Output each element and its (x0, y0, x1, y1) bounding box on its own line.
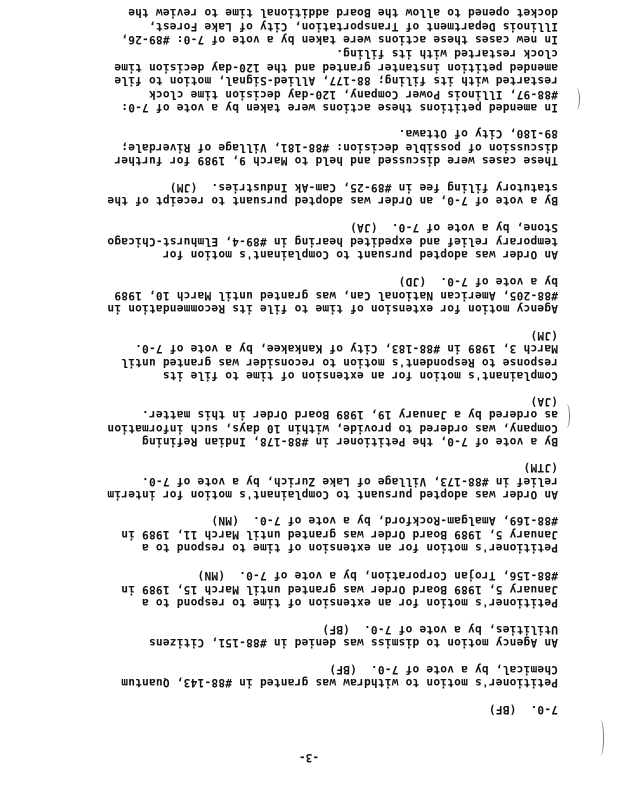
binding-mark (563, 404, 570, 428)
paragraph-city-of-kankakee: Complainant's motion for an extension of time to file its response to Respondent's motion to reconsider was granted until March 3, 1989 in #88-183, City of Kankakee, by a vote of 7-0. (JM) (121, 328, 558, 382)
paragraph-quantum-chemical: Petitioner's motion to withdraw was granted in #88-143, Quantum Chemical, by a vote of 7-0. (BF) (121, 662, 558, 689)
paragraph-elmhurst-chicago: An Order was adopted pursuant to Complainant's motion for temporary relief and expedited hearing in #89-4, Elmhurst-Chicago Stone, by a vote of 7-0. (JA) (107, 221, 558, 261)
paragraph-new-cases: In new cases these actions were taken by a vote of 7-0: #89-26, Illinois Department of Transportation, City of Lake Forest, docket opened to allow the Board additional time to review the (121, 6, 558, 46)
paragraph-indian-refining: By a vote of 7-0, the Petitioner in #88-178, Indian Refining Company, was ordered to provide, within 10 days, such information as ordered by a January 19, 1989 Board Order in this matter. (JA) (107, 394, 558, 448)
paragraph-amalgam-rockford: Petitioner's motion for an extension of time to respond to a January 5, 1989 Board Order was granted until March 11, 1989 in #88-169, Amalgam-Rockford, by a vote of 7-0. (MN) (121, 514, 558, 554)
paragraph-held-cases: These cases were discussed and held to March 9, 1989 for further discussion of possible decision: #88-181, Village of Riverdale; 89-180, City of Ottawa. (114, 127, 558, 167)
binding-mark (573, 88, 580, 110)
paragraph-amended-petitions: In amended petitions these actions were taken by a vote of 7-0: #88-97, Illinois Power Company, 120-day decision time clock restarted with its filing; 88-177, Allied-Signal, motion to file amended petition instanter granted and the 120-day decision time clock restarted with its filing. (114, 47, 558, 114)
paragraph-cam-ak-industries: By a vote of 7-0, an Order was adopted pursuant to receipt of the statutory filing fee in #89-25, Cam-Ak Industries. (JM) (107, 180, 558, 207)
binding-mark (597, 720, 604, 756)
paragraph-citizens-utilities: An Agency motion to dismiss was denied in #88-151, Citizens Utilities, by a vote of 7-0. (BF) (148, 622, 558, 649)
paragraph-lake-zurich: An Order was adopted pursuant to Complainant's motion for interim relief in #88-173, Village of Lake Zurich, by a vote of 7-0. (JTM) (107, 461, 558, 501)
paragraph-trojan-corporation: Petitioner's motion for an extension of time to respond to a January 5, 1989 Board Order was granted until March 15, 1989 in #88-156, Trojan Corporation, by a vote of 7-0. (MN) (121, 569, 558, 609)
paragraph-continuation: 7-0. (BF) (488, 703, 558, 716)
paragraph-american-national-can: Agency motion for extension of time to file its Recommendation in #88-205, American National Can, was granted until March 10, 1989 by a vote of 7-0. (JD) (107, 275, 558, 315)
page-number: -3- (298, 751, 320, 764)
